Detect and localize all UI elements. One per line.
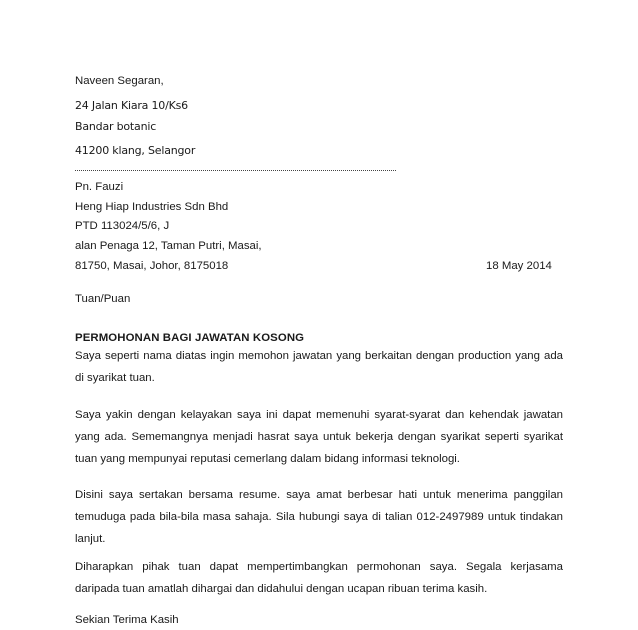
- closing: Sekian Terima Kasih: [75, 614, 179, 626]
- sender-address-line1: 24 Jalan Kiara 10/Ks6: [75, 99, 188, 112]
- salutation: Tuan/Puan: [75, 293, 131, 305]
- recipient-ref: PTD 113024/5/6, J: [75, 220, 170, 232]
- paragraph-3: Disini saya sertakan bersama resume. saya amat berbesar hati untuk menerima panggilan temuduga pada bila-bila masa sahaja. Sila hubungi saya di talian 012-2497989 untuk tindakan lanjut.: [75, 489, 563, 545]
- paragraph-2: Saya yakin dengan kelayakan saya ini dapat memenuhi syarat-syarat dan kehendak jawatan yang ada. Sememangnya menjadi hasrat saya untuk bekerja dengan syarikat seperti syarikat tuan yang mempunyai reputasi cemerlang dalam bidang informasi teknologi.: [75, 409, 563, 465]
- recipient-name: Pn. Fauzi: [75, 181, 124, 193]
- sender-address-line2: Bandar botanic: [75, 120, 157, 133]
- letter-date: 18 May 2014: [486, 260, 552, 272]
- recipient-company: Heng Hiap Industries Sdn Bhd: [75, 201, 229, 213]
- subject-heading: PERMOHONAN BAGI JAWATAN KOSONG: [75, 332, 305, 344]
- sender-address-line3: 41200 klang, Selangor: [75, 144, 196, 157]
- recipient-address-line2: 81750, Masai, Johor, 8175018: [75, 260, 229, 272]
- paragraph-1: Saya seperti nama diatas ingin memohon jawatan yang berkaitan dengan production yang ada di syarikat tuan.: [75, 350, 563, 384]
- paragraph-4: Diharapkan pihak tuan dapat mempertimbangkan permohonan saya. Segala kerjasama daripada tuan amatlah dihargai dan didahului dengan ucapan ribuan terima kasih.: [75, 561, 563, 595]
- recipient-address-line1: alan Penaga 12, Taman Putri, Masai,: [75, 240, 262, 252]
- dotted-separator: [75, 170, 396, 171]
- sender-name: Naveen Segaran,: [75, 75, 164, 87]
